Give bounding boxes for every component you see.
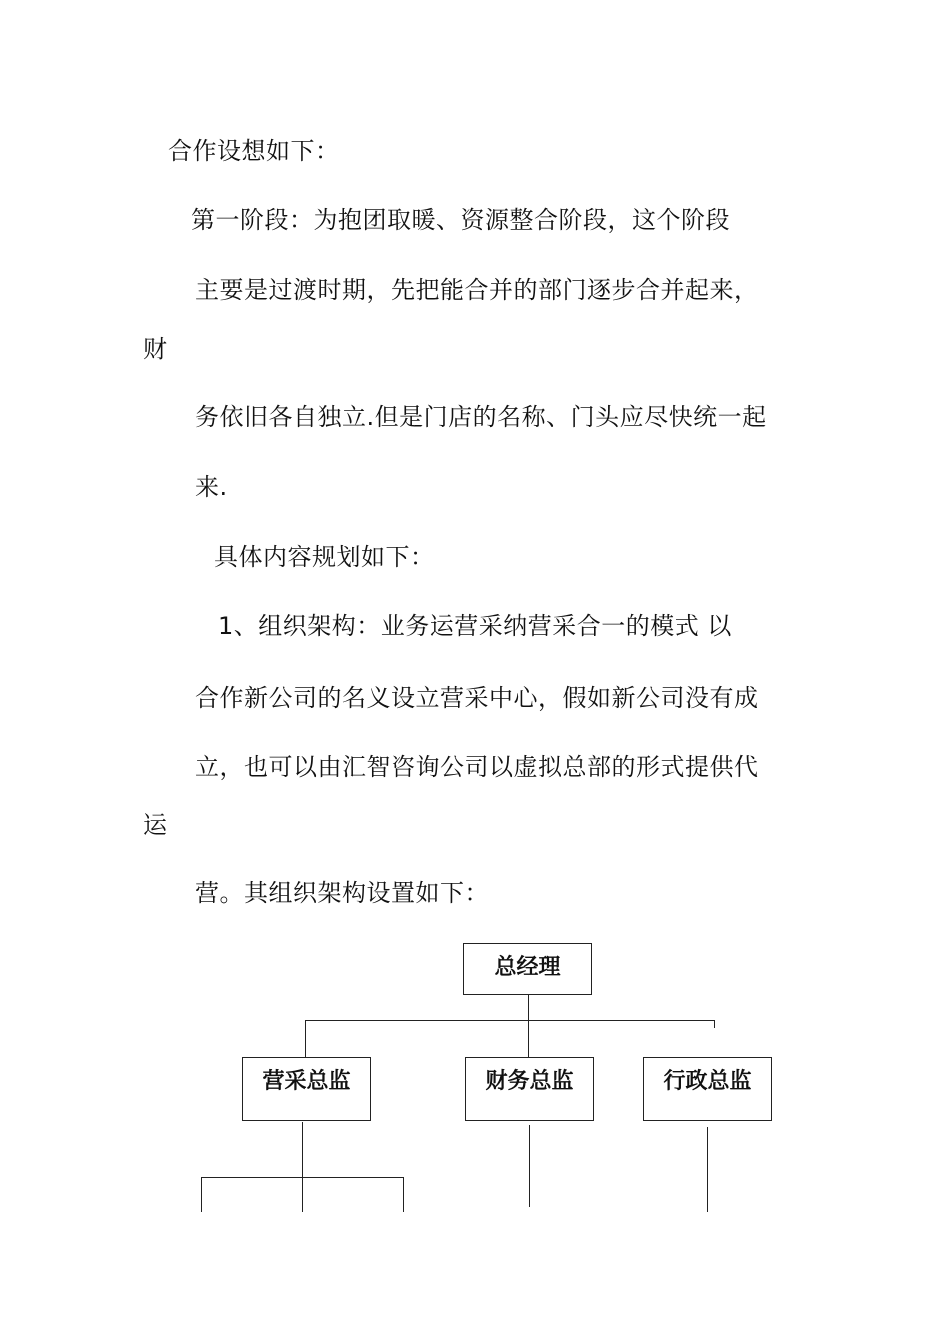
paragraph-5: 务依旧各自独立.但是门店的名称、门头应尽快统一起	[195, 403, 767, 431]
org-connector-sub-1	[201, 1177, 202, 1212]
org-connector-sub-3	[403, 1177, 404, 1212]
org-connector-child-2-down	[529, 1125, 530, 1207]
org-label-child-2: 财务总监	[485, 1069, 574, 1094]
paragraph-4: 财	[143, 335, 168, 363]
org-connector-top	[305, 1020, 715, 1021]
paragraph-7: 具体内容规划如下：	[214, 543, 435, 571]
paragraph-2: 第一阶段：为抱团取暖、资源整合阶段，这个阶段	[191, 206, 730, 234]
paragraph-9: 合作新公司的名义设立营采中心，假如新公司没有成	[195, 684, 759, 712]
org-box-child-3	[643, 1057, 772, 1121]
org-connector-sub-2	[302, 1172, 303, 1212]
paragraph-12: 营。其组织架构设置如下：	[195, 879, 489, 907]
org-label-child-3: 行政总监	[663, 1069, 752, 1094]
paragraph-10: 立，也可以由汇智咨询公司以虚拟总部的形式提供代	[195, 753, 759, 781]
paragraph-1: 合作设想如下：	[168, 137, 340, 165]
org-label-root: 总经理	[494, 955, 561, 980]
org-box-root	[463, 943, 592, 995]
org-box-child-1	[242, 1057, 371, 1121]
paragraph-11: 运	[143, 811, 168, 839]
paragraph-3: 主要是过渡时期，先把能合并的部门逐步合并起来，	[195, 276, 759, 304]
org-box-child-2	[465, 1057, 594, 1121]
org-connector-child-3-down	[707, 1127, 708, 1212]
org-connector-left-drop	[305, 1020, 306, 1058]
org-connector-right-drop	[714, 1020, 715, 1028]
paragraph-6: 来.	[195, 473, 228, 501]
org-connector-root-down	[528, 995, 529, 1057]
paragraph-8: 1、组织架构：业务运营采纳营采合一的模式 以	[218, 612, 732, 640]
org-connector-child-1-down	[302, 1122, 303, 1172]
org-label-child-1: 营采总监	[262, 1069, 351, 1094]
